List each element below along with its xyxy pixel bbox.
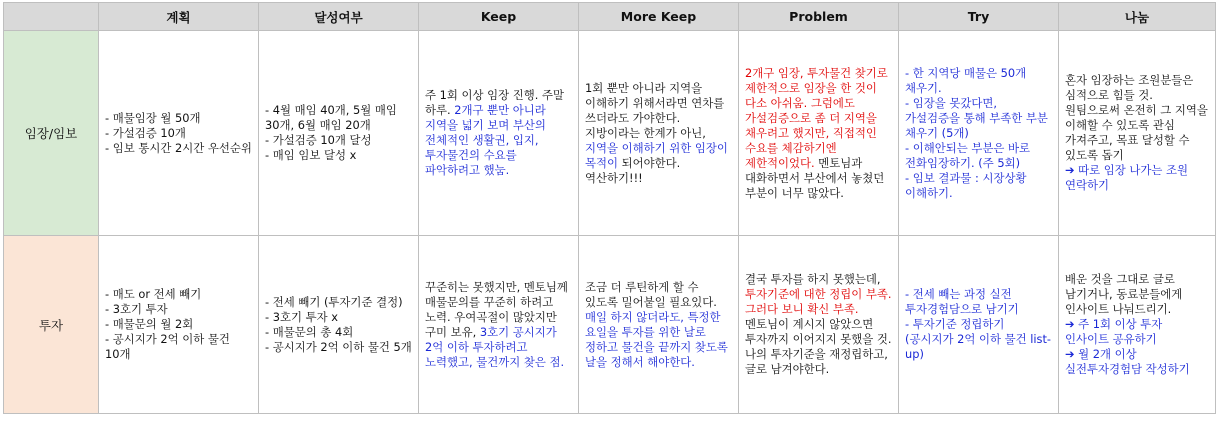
plan-item: - 매도 or 전세 빼기 <box>105 287 202 301</box>
plan-cell <box>99 31 259 236</box>
achievement-item: - 3호기 투자 x <box>265 309 338 324</box>
plan-item: - 3호기 투자 <box>105 302 168 316</box>
keep-text: 주 1회 이상 임장 진행. 주말 하루. <box>425 88 565 117</box>
header-more-keep: More Keep <box>579 3 739 31</box>
share-cell <box>1059 31 1216 236</box>
try-item: - 이해안되는 부분은 바로 전화임장하기. (주 5회) <box>905 140 1031 170</box>
table-row <box>4 31 1216 236</box>
plan-item: - 매물임장 월 50개 <box>105 110 201 125</box>
achievement-item: - 매임 임보 달성 x <box>265 148 357 162</box>
share-action: ➔ 월 2개 이상 실전투자경험담 작성하기 <box>1065 347 1190 376</box>
problem-cell <box>739 31 899 236</box>
plan-item: - 가설검증 10개 <box>105 125 186 140</box>
share-text: 혼자 임장하는 조원분들은 심적으로 힘들 것. 원팀으로써 온전히 그 지역을 이해할 수 있도록 관심 가져주고, 목표 달성할 수 있도록 돕기 <box>1065 73 1208 162</box>
problem-text: 멘토님과 대화하면서 부산에서 놓쳤던 부분이 너무 많았다. <box>745 155 885 200</box>
keep-text: 3호기 공시지가 2억 이하 투자하려고 노력했고, 물건까지 찾은 점. <box>425 324 565 369</box>
share-text: 배운 것을 그대로 글로 남기거나, 동료분들에게 인사이트 나눠드리기. <box>1065 272 1183 316</box>
more-keep-cell <box>579 236 739 414</box>
plan-cell <box>99 236 259 414</box>
try-item: - 한 지역당 매물은 50개 채우기. <box>905 65 1027 95</box>
share-action: ➔ 주 1회 이상 투자 인사이트 공유하기 <box>1065 317 1163 346</box>
header-corner <box>4 3 99 31</box>
achievement-cell <box>259 31 419 236</box>
try-cell <box>899 236 1059 414</box>
more-keep-text: 매일 하지 않더라도, 특정한 요일을 투자를 위한 날로 정하고 물건을 끝까지 찾도록 날을 정해서 해야한다. <box>585 309 728 369</box>
try-item: - 임보 결과물 : 시장상황 이해하기. <box>905 170 1027 200</box>
more-keep-text: 조금 더 루틴하게 할 수 있도록 밀어붙일 필요있다. <box>585 279 717 309</box>
achievement-item: - 4월 매임 40개, 5월 매임 30개, 6월 매임 20개 <box>265 103 397 132</box>
row-label: 임장/임보 <box>4 31 99 236</box>
problem-text: 멘토님이 계시지 않았으면 투자까지 이어지지 못했을 것. 나의 투자기준을 재정립하고, 글로 남겨야한다. <box>745 317 892 376</box>
achievement-item: - 전세 빼기 (투자기준 결정) <box>265 294 403 309</box>
keep-cell <box>419 31 579 236</box>
problem-text: 투자기준에 대한 정립이 부족. 그러다 보니 확신 부족. <box>745 287 892 316</box>
more-keep-text: 1회 뿐만 아니라 지역을 이해하기 위해서라면 연차를 쓰더라도 가야한다. 지방이라는 한계가 아닌, <box>585 80 725 140</box>
keep-text: 2개구 뿐만 아니라 지역을 넓기 보며 부산의 전체적인 생활권, 입지, 투자물건의 수요를 파악하려고 했눔. <box>425 103 546 177</box>
header-share: 나눔 <box>1059 3 1216 31</box>
keep-cell <box>419 236 579 414</box>
plan-item: - 임보 통시간 2시간 우선순위 <box>105 140 252 155</box>
header-keep: Keep <box>419 3 579 31</box>
try-cell <box>899 31 1059 236</box>
share-cell <box>1059 236 1216 414</box>
retrospective-table <box>3 2 1216 414</box>
try-item: - 전세 빼는 과정 실전 투자경험담으로 남기기 <box>905 287 1019 316</box>
header-problem: Problem <box>739 3 899 31</box>
try-item: - 투자기준 정립하기 (공시지가 2억 이하 물건 list-up) <box>905 317 1052 361</box>
problem-text: 2개구 임장, 투자물건 찾기로 제한적으로 임장을 한 것이 다소 아쉬움. 그럼에도 가설검증으로 좀 더 지역을 채우려고 했지만, 직접적인 수요를 체감하기엔 제한적이었다. <box>745 65 888 170</box>
plan-item: - 공시지가 2억 이하 물건 10개 <box>105 332 230 361</box>
more-keep-cell <box>579 31 739 236</box>
header-row <box>4 3 1216 31</box>
header-plan: 계획 <box>99 3 259 31</box>
more-keep-text: 지역을 이해하기 위한 임장이 목적이 <box>585 140 728 170</box>
header-try: Try <box>899 3 1059 31</box>
achievement-item: - 가설검증 10개 달성 <box>265 133 372 147</box>
achievement-item: - 공시지가 2억 이하 물건 5개 <box>265 339 412 354</box>
achievement-item: - 매물문의 총 4회 <box>265 324 354 339</box>
share-action: ➔ 따로 임장 나가는 조원 연락하기 <box>1065 163 1189 192</box>
problem-text: 결국 투자를 하지 못했는데, <box>745 272 881 286</box>
row-label: 투자 <box>4 236 99 414</box>
plan-item: - 매물문의 월 2회 <box>105 317 194 331</box>
header-achievement: 달성여부 <box>259 3 419 31</box>
table-row <box>4 236 1216 414</box>
more-keep-text: 되어야한다. 역산하기!!! <box>585 155 681 185</box>
keep-text: 꾸준히는 못했지만, 멘토님께 매물문의를 꾸준히 하려고 노력. 우여곡절이 많았지만 구미 보유, <box>425 279 568 339</box>
achievement-cell <box>259 236 419 414</box>
try-item: - 임장을 못갔다면, 가설검증을 통해 부족한 부분 채우기 (5개) <box>905 95 1048 140</box>
problem-cell <box>739 236 899 414</box>
